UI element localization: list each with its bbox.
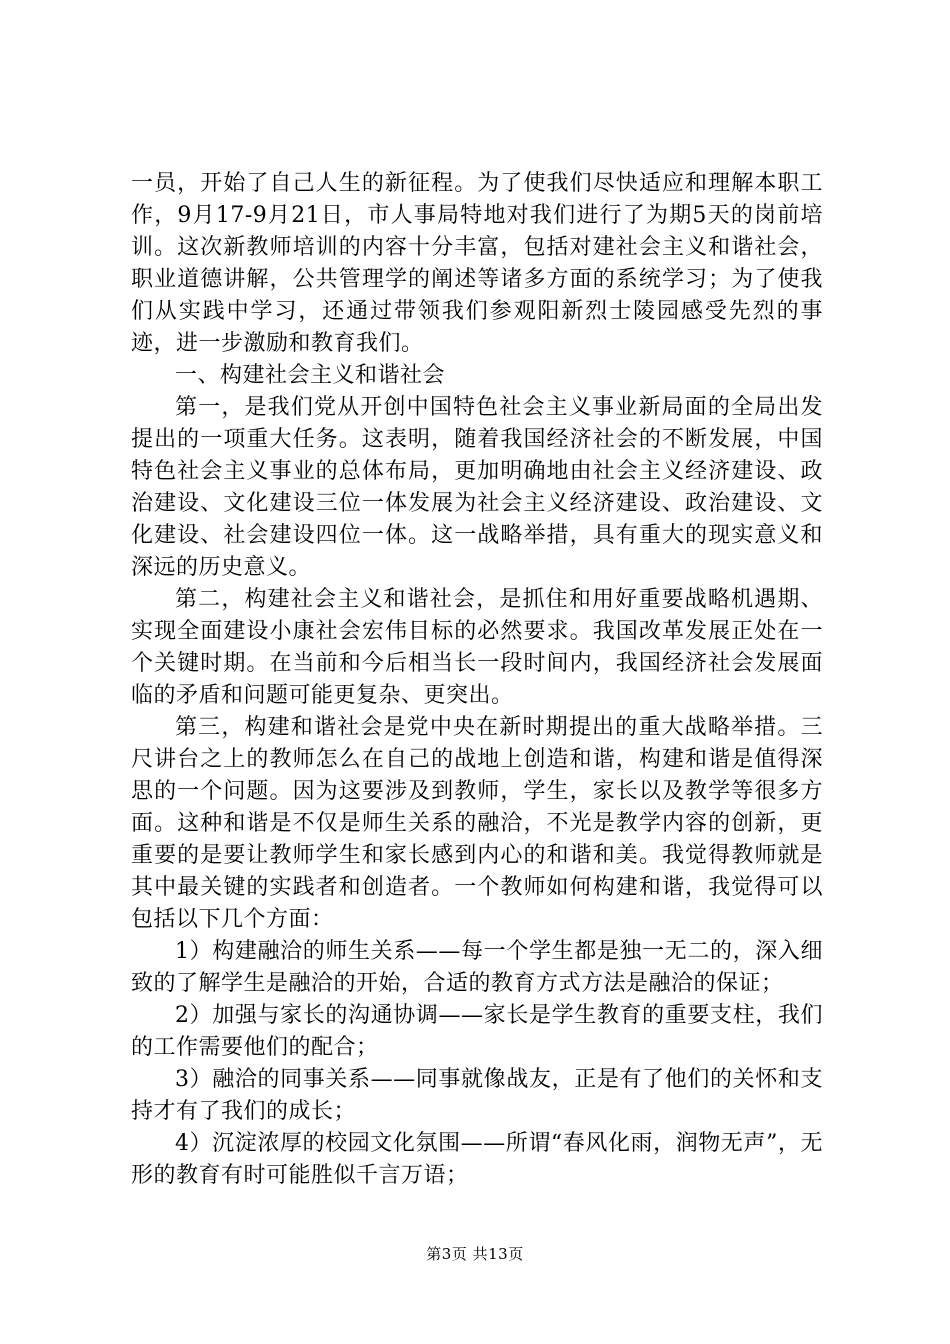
list-item-2: 2）加强与家长的沟通协调——家长是学生教育的重要支柱，我们的工作需要他们的配合； xyxy=(131,1003,823,1060)
list-item-1: 1）构建融洽的师生关系——每一个学生都是独一无二的，深入细致的了解学生是融洽的开始，合适的教育方式方法是融洽的保证； xyxy=(131,939,823,996)
paragraph-intro: 一员，开始了自己人生的新征程。为了使我们尽快适应和理解本职工作，9月17-9月21日，市人事局特地对我们进行了为期5天的岗前培训。这次新教师培训的内容十分丰富，包括对建社会主义和谐社会，职业道德讲解，公共管理学的阐述等诸多方面的系统学习；为了使我们从实践中学习，还通过带领我们参观阳新烈士陵园感受先烈的事迹，进一步激励和教育我们。 xyxy=(131,171,823,356)
paragraph-second: 第二，构建社会主义和谐社会，是抓住和用好重要战略机遇期、实现全面建设小康社会宏伟目标的必然要求。我国改革发展正处在一个关键时期。在当前和今后相当长一段时间内，我国经济社会发展面临的矛盾和问题可能更复杂、更突出。 xyxy=(131,587,823,708)
paragraph-first: 第一，是我们党从开创中国特色社会主义事业新局面的全局出发提出的一项重大任务。这表明，随着我国经济社会的不断发展，中国特色社会主义事业的总体布局，更加明确地由社会主义经济建设、政治建设、文化建设三位一体发展为社会主义经济建设、政治建设、文化建设、社会建设四位一体。这一战略举措，具有重大的现实意义和深远的历史意义。 xyxy=(131,395,823,580)
paragraph-third: 第三，构建和谐社会是党中央在新时期提出的重大战略举措。三尺讲台之上的教师怎么在自己的战地上创造和谐，构建和谐是值得深思的一个问题。因为这要涉及到教师，学生，家长以及教学等很多方面。这种和谐是不仅是师生关系的融洽，不光是教学内容的创新，更重要的是要让教师学生和家长感到内心的和谐和美。我觉得教师就是其中最关键的实践者和创造者。一个教师如何构建和谐，我觉得可以包括以下几个方面： xyxy=(131,715,823,932)
section-heading: 一、构建社会主义和谐社会 xyxy=(175,363,446,388)
list-item-3: 3）融洽的同事关系——同事就像战友，正是有了他们的关怀和支持才有了我们的成长； xyxy=(131,1067,823,1124)
list-item-4: 4）沉淀浓厚的校园文化氛围——所谓“春风化雨，润物无声”，无形的教育有时可能胜似千言万语； xyxy=(131,1131,823,1188)
document-body xyxy=(131,168,823,1192)
page-number-footer: 第3页 共13页 xyxy=(426,1245,524,1263)
